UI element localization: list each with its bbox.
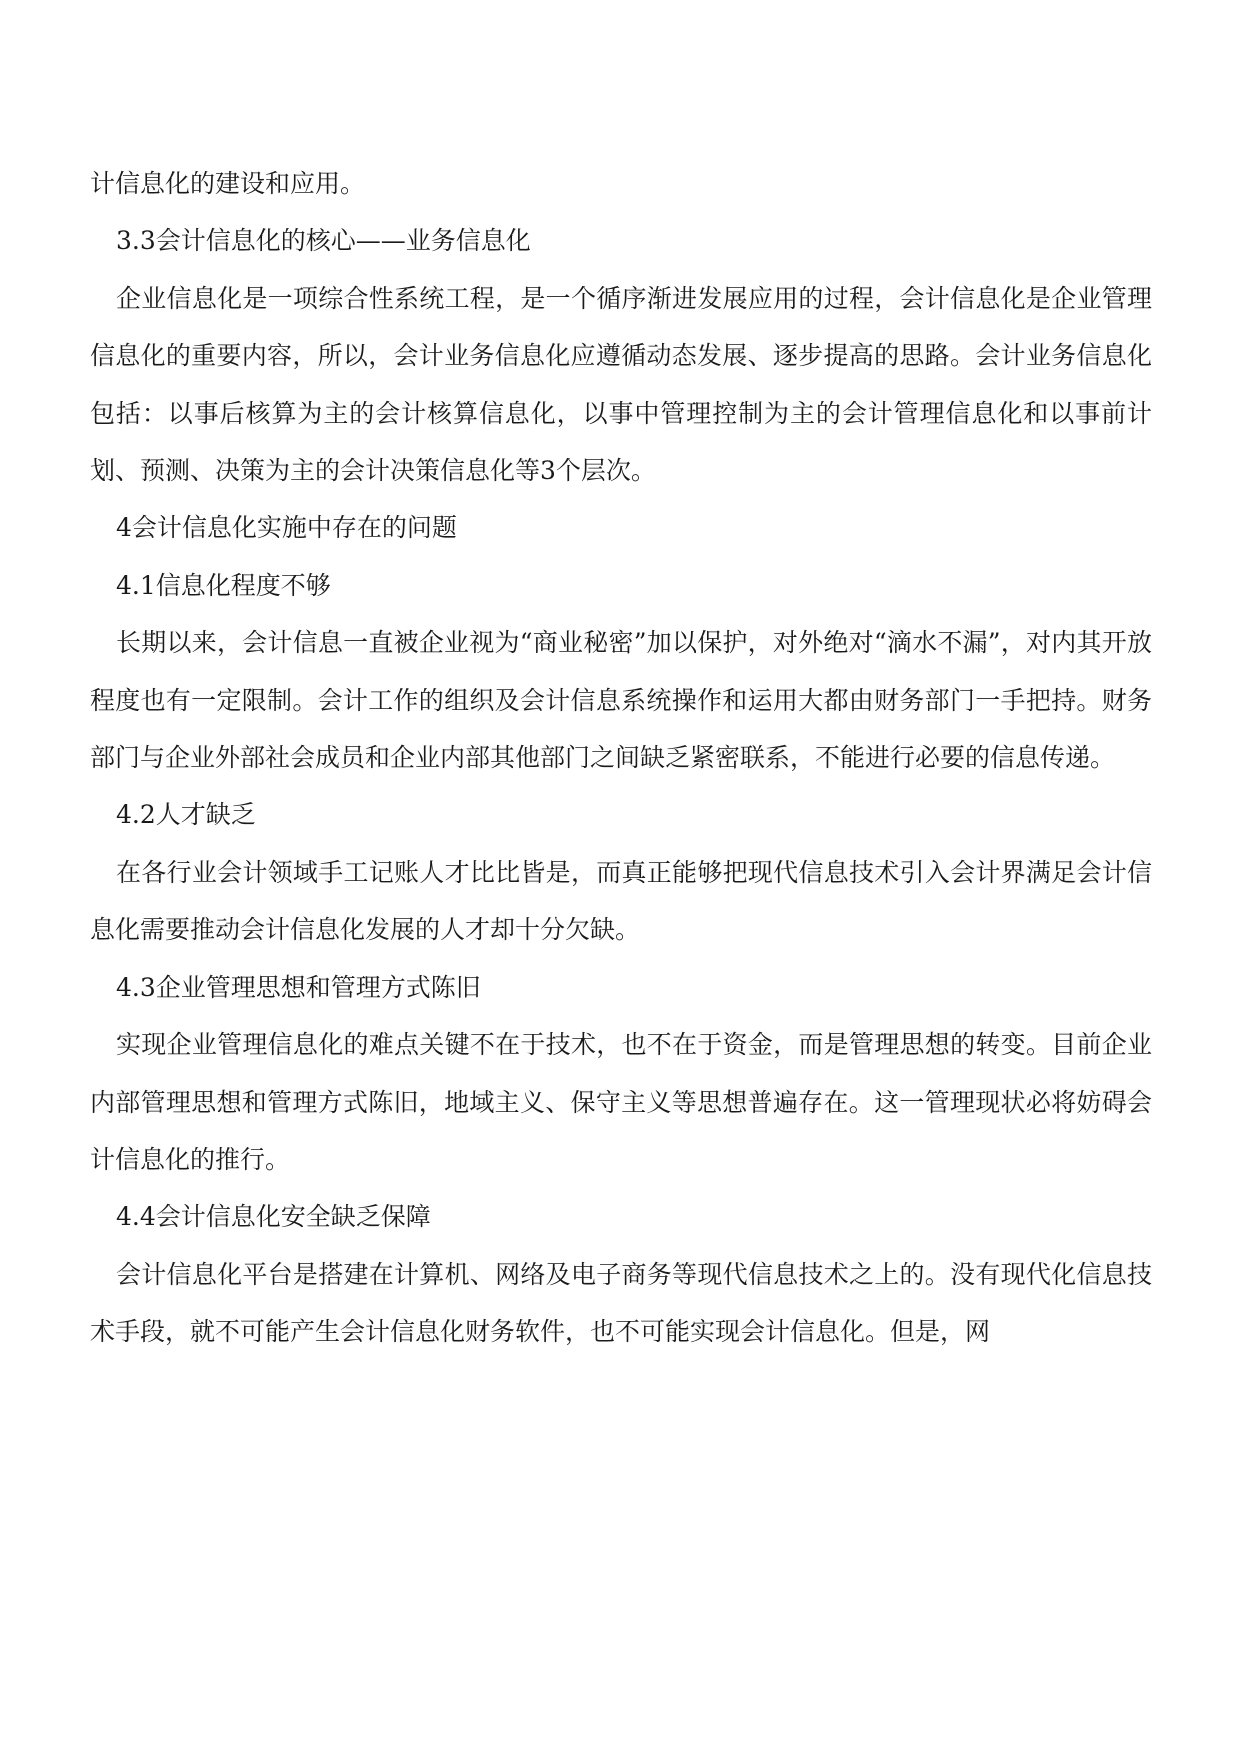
paragraph-management-thinking: 实现企业管理信息化的难点关键不在于技术，也不在于资金，而是管理思想的转变。目前企业内部管理思想和管理方式陈旧，地域主义、保守主义等思想普遍存在。这一管理现状必将妨碍会计信息化的推行。 xyxy=(90,1030,1152,1174)
paragraph-informatization-level: 长期以来，会计信息一直被企业视为“商业秘密”加以保护，对外绝对“滴水不漏”，对内其开放程度也有一定限制。会计工作的组织及会计信息系统操作和运用大都由财务部门一手把持。财务部门与企业外部社会成员和企业内部其他部门之间缺乏紧密联系，不能进行必要的信息传递。 xyxy=(90,628,1152,773)
section-heading-4-3: 4.3企业管理思想和管理方式陈旧 xyxy=(116,972,481,1002)
section-heading-4-2: 4.2人才缺乏 xyxy=(116,800,256,830)
section-heading-4: 4会计信息化实施中存在的问题 xyxy=(116,513,457,543)
document-body xyxy=(90,155,1152,1361)
paragraph-business-informatization: 企业信息化是一项综合性系统工程，是一个循序渐进发展应用的过程，会计信息化是企业管理信息化的重要内容，所以，会计业务信息化应遵循动态发展、逐步提高的思路。会计业务信息化包括：以事后核算为主的会计核算信息化，以事中管理控制为主的会计管理信息化和以事前计划、预测、决策为主的会计决策信息化等3个层次。 xyxy=(90,283,1152,486)
section-heading-3-3: 3.3会计信息化的核心——业务信息化 xyxy=(116,226,531,256)
paragraph-talent-shortage: 在各行业会计领域手工记账人才比比皆是，而真正能够把现代信息技术引入会计界满足会计信息化需要推动会计信息化发展的人才却十分欠缺。 xyxy=(90,857,1152,945)
paragraph-continuation: 计信息化的建设和应用。 xyxy=(90,169,366,198)
paragraph-security: 会计信息化平台是搭建在计算机、网络及电子商务等现代信息技术之上的。没有现代化信息技术手段，就不可能产生会计信息化财务软件，也不可能实现会计信息化。但是，网 xyxy=(90,1259,1152,1347)
section-heading-4-4: 4.4会计信息化安全缺乏保障 xyxy=(116,1202,431,1232)
section-heading-4-1: 4.1信息化程度不够 xyxy=(116,570,331,600)
